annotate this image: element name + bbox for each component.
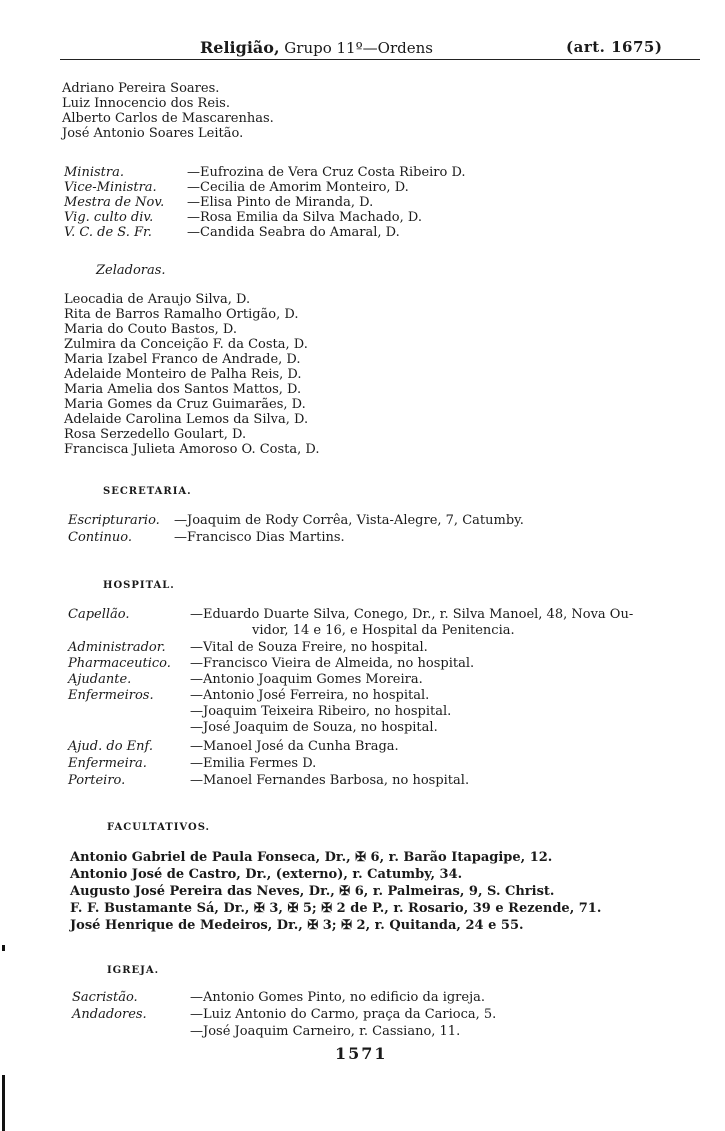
- hospital-role: Enfermeiros.: [68, 688, 154, 703]
- officer-name: —Cecilia de Amorim Monteiro, D.: [187, 180, 409, 195]
- hospital-role: Pharmaceutico.: [68, 656, 171, 671]
- hospital-name: —Vital de Souza Freire, no hospital.: [190, 640, 428, 655]
- hospital-role: Capellão.: [68, 607, 130, 622]
- zeladora-line: Zulmira da Conceição F. da Costa, D.: [64, 337, 308, 352]
- hospital-name: —Manoel Fernandes Barbosa, no hospital.: [190, 773, 470, 788]
- hospital-title: HOSPITAL.: [103, 580, 175, 591]
- zeladora-line: Leocadia de Araujo Silva, D.: [64, 292, 251, 307]
- hospital-name: —Eduardo Duarte Silva, Conego, Dr., r. Silva Manoel, 48, Nova Ou-: [190, 607, 634, 622]
- page-number: 1571: [335, 1044, 388, 1063]
- facultativo-line: F. F. Bustamante Sá, Dr., ✠ 3, ✠ 5; ✠ 2 de P., r. Rosario, 39 e Rezende, 71.: [70, 901, 602, 916]
- officer-name: —Elisa Pinto de Miranda, D.: [187, 195, 374, 210]
- officer-role: Ministra.: [64, 165, 124, 180]
- member-line: Luiz Innocencio dos Reis.: [62, 96, 230, 111]
- scan-mark: [2, 1075, 5, 1131]
- hospital-name-cont: vidor, 14 e 16, e Hospital da Penitencia.: [252, 623, 515, 638]
- officer-role: Mestra de Nov.: [64, 195, 165, 210]
- facultativo-line: José Henrique de Medeiros, Dr., ✠ 3; ✠ 2, r. Quitanda, 24 e 55.: [70, 918, 524, 933]
- header-title: [200, 38, 433, 57]
- igreja-name: —Antonio Gomes Pinto, no edificio da igreja.: [190, 990, 486, 1005]
- zeladora-line: Adelaide Monteiro de Palha Reis, D.: [64, 367, 302, 382]
- zeladora-line: Maria do Couto Bastos, D.: [64, 322, 237, 337]
- igreja-role: Sacristão.: [72, 990, 138, 1005]
- hospital-name: —Antonio José Ferreira, no hospital.: [190, 688, 430, 703]
- member-line: José Antonio Soares Leitão.: [62, 126, 244, 141]
- hospital-role: Porteiro.: [68, 773, 126, 788]
- hospital-role: Ajudante.: [68, 672, 132, 687]
- hospital-name: —Francisco Vieira de Almeida, no hospital.: [190, 656, 475, 671]
- igreja-role: Andadores.: [72, 1007, 147, 1022]
- header-article: (art. 1675): [566, 38, 663, 56]
- page-header: [0, 38, 725, 62]
- member-line: Alberto Carlos de Mascarenhas.: [62, 111, 274, 126]
- zeladora-line: Maria Amelia dos Santos Mattos, D.: [64, 382, 302, 397]
- hospital-name: —Antonio Joaquim Gomes Moreira.: [190, 672, 423, 687]
- facultativo-line: Antonio Gabriel de Paula Fonseca, Dr., ✠ 6, r. Barão Itapagipe, 12.: [70, 850, 553, 865]
- officer-role: Vice-Ministra.: [64, 180, 157, 195]
- header-title-rest: Grupo 11º—Ordens: [284, 39, 433, 57]
- zeladora-line: Rosa Serzedello Goulart, D.: [64, 427, 247, 442]
- member-line: Adriano Pereira Soares.: [62, 81, 220, 96]
- hospital-name: —Manoel José da Cunha Braga.: [190, 739, 399, 754]
- igreja-name: —José Joaquim Carneiro, r. Cassiano, 11.: [190, 1024, 461, 1039]
- secretaria-name: —Joaquim de Rody Corrêa, Vista-Alegre, 7, Catumby.: [174, 513, 524, 528]
- zeladora-line: Rita de Barros Ramalho Ortigão, D.: [64, 307, 299, 322]
- officer-name: —Rosa Emilia da Silva Machado, D.: [187, 210, 422, 225]
- header-title-bold: Religião,: [200, 38, 280, 57]
- hospital-role: Ajud. do Enf.: [68, 739, 154, 754]
- officer-role: V. C. de S. Fr.: [64, 225, 152, 240]
- officer-name: —Candida Seabra do Amaral, D.: [187, 225, 400, 240]
- officer-name: —Eufrozina de Vera Cruz Costa Ribeiro D.: [187, 165, 466, 180]
- facultativo-line: Augusto José Pereira das Neves, Dr., ✠ 6, r. Palmeiras, 9, S. Christ.: [70, 884, 555, 899]
- secretaria-title: SECRETARIA.: [103, 486, 192, 497]
- igreja-title: IGREJA.: [107, 965, 160, 976]
- hospital-role: Enfermeira.: [68, 756, 147, 771]
- zeladoras-title: Zeladoras.: [96, 263, 166, 278]
- officer-role: Vig. culto div.: [64, 210, 154, 225]
- zeladora-line: Francisca Julieta Amoroso O. Costa, D.: [64, 442, 320, 457]
- scan-mark: [2, 945, 5, 951]
- zeladora-line: Maria Gomes da Cruz Guimarães, D.: [64, 397, 306, 412]
- hospital-name: —Emilia Fermes D.: [190, 756, 317, 771]
- hospital-role: Administrador.: [68, 640, 166, 655]
- hospital-name: —José Joaquim de Souza, no hospital.: [190, 720, 438, 735]
- zeladora-line: Maria Izabel Franco de Andrade, D.: [64, 352, 301, 367]
- secretaria-role: Escripturario.: [68, 513, 160, 528]
- facultativo-line: Antonio José de Castro, Dr., (externo), r. Catumby, 34.: [70, 867, 463, 882]
- facultativos-title: FACULTATIVOS.: [107, 822, 211, 833]
- zeladora-line: Adelaide Carolina Lemos da Silva, D.: [64, 412, 309, 427]
- igreja-name: —Luiz Antonio do Carmo, praça da Carioca, 5.: [190, 1007, 497, 1022]
- header-rule: [60, 59, 700, 60]
- secretaria-name: —Francisco Dias Martins.: [174, 530, 345, 545]
- secretaria-role: Continuo.: [68, 530, 133, 545]
- hospital-name: —Joaquim Teixeira Ribeiro, no hospital.: [190, 704, 452, 719]
